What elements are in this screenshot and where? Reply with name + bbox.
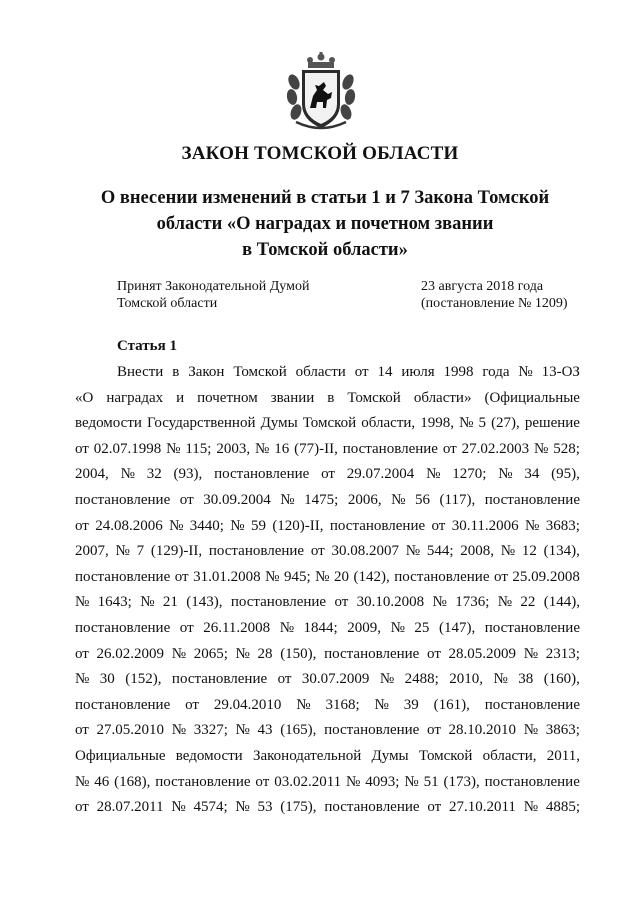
body-word: 945; [283,568,311,585]
body-word: постановление [484,773,580,790]
body-word: 28.10.2010 [448,722,517,739]
body-line [75,514,580,540]
body-word: года [482,364,510,380]
body-word: № [379,671,395,688]
body-word: постановление [342,440,438,457]
body-word: 30.09.2004 [203,491,271,508]
body-line [75,770,580,796]
body-word: 1998, [420,415,455,432]
body-word: в [172,364,180,380]
body-word: Томской [347,389,401,406]
body-word: № [171,799,186,816]
body-word: от [75,440,89,457]
body-word: 1998 [443,364,474,380]
body-word: 51 [423,773,439,790]
body-word: № [120,466,135,483]
body-word: № [171,722,187,739]
body-word: от [75,517,89,534]
article-heading: Статья 1 [117,338,177,354]
body-word: № [426,466,441,483]
body-word: 21 [162,594,178,611]
body-word: постановление [394,568,490,585]
body-word: № [255,440,270,457]
body-word: 38 [518,671,534,688]
body-line [75,539,580,565]
body-word: 13-ОЗ [541,364,580,380]
body-word: постановление [171,671,268,688]
body-word: 28.07.2011 [96,799,164,816]
adopted-by [117,278,309,312]
body-word: постановление [75,696,171,713]
body-word: постановление [329,517,426,534]
body-word: (144), [543,594,580,611]
body-word: области, [482,747,537,764]
body-word: 2009, [347,619,382,636]
body-word: ведомости [175,747,243,764]
subtitle-line: в Томской области» [242,240,408,260]
body-word: 3327; [193,722,228,739]
body-word: от [427,799,442,816]
body-word: от [75,799,89,816]
body-line [75,795,580,821]
body-word: решение [524,415,580,432]
body-word: (143), [186,594,223,611]
body-word: постановление [75,619,171,636]
crown-icon [307,52,335,68]
body-word: № [346,773,361,790]
body-line [75,488,580,514]
body-word: 30 [99,671,115,688]
body-word: (142), [353,568,390,585]
body-word: постановление [324,722,420,739]
body-word: № [523,799,539,816]
body-word: № [459,415,474,432]
body-word: 27.02.2003 [461,440,530,457]
body-word: (117), [439,491,476,508]
body-line [75,411,580,437]
body-word: ведомости [75,415,142,432]
body-word: (165), [280,722,317,739]
body-word: 24.08.2006 [95,517,163,534]
body-word: июля [401,364,435,380]
body-word: № [75,594,90,611]
body-word: 4093; [365,773,400,790]
body-word: постановление [484,491,580,508]
body-word: 2004, [75,466,109,483]
body-word: (160), [543,671,580,688]
body-line [75,462,580,488]
body-word: № [493,671,508,688]
body-word: 2010, [449,671,484,688]
body-word: № [405,543,421,560]
body-word: 1736; [455,594,490,611]
body-word: № [525,517,540,534]
body-word: 4574; [193,799,228,816]
body-word: 28.05.2009 [448,645,517,662]
body-word: 4885; [545,799,580,816]
law-title: ЗАКОН ТОМСКОЙ ОБЛАСТИ [181,143,459,164]
body-word: 26.02.2009 [96,645,165,662]
body-word: от [75,645,89,662]
body-word: (93), [173,466,203,483]
body-word: 20 [333,568,349,585]
body-word: почетном [197,389,258,406]
body-word: № [230,517,245,534]
adopted-by-line: Принят Законодательной Думой [117,279,310,294]
body-word: от [255,773,270,790]
body-word: № [140,594,155,611]
adoption-date-block [421,278,568,312]
body-word: 27.05.2010 [96,722,165,739]
body-line [75,437,580,463]
body-line [75,590,580,616]
adopted-by-line: Томской области [117,296,218,311]
body-word: № [404,773,419,790]
body-word: (Официальные [484,389,580,406]
body-word: от [179,491,194,508]
body-word: от [494,568,508,585]
body-word: 30.08.2007 [331,543,399,560]
body-word: постановление [75,568,171,585]
body-word: 16 [274,440,290,457]
body-word: 29.07.2004 [346,466,415,483]
adoption-date: 23 августа 2018 года [421,279,544,294]
article-body [75,360,580,821]
body-word: 3863; [545,722,580,739]
body-word: 2008, [460,543,495,560]
body-word: № [523,645,539,662]
body-word: 03.02.2011 [274,773,342,790]
body-word: постановление [484,619,580,636]
body-word: (77)-II, [294,440,338,457]
body-word: и [176,389,185,406]
body-word: 3168; [325,696,360,713]
body-word: № [296,696,311,713]
body-word: постановление [324,799,420,816]
body-word: 1844; [303,619,338,636]
body-word: 5 [478,415,486,432]
body-word: 3440; [189,517,224,534]
body-word: 32 [146,466,162,483]
body-word: 59 [250,517,266,534]
body-word: (129)-II, [150,543,203,560]
body-word: 14 [377,364,393,380]
body-word: от [431,517,446,534]
body-word: № [115,543,130,560]
body-word: 26.11.2008 [203,619,271,636]
body-word: 528; [553,440,580,457]
body-word: 39 [403,696,419,713]
law-subtitle [90,185,560,263]
body-word: от [442,440,457,457]
body-word: 3683; [545,517,580,534]
body-word: 25 [414,619,430,636]
body-word: 2011, [546,747,580,764]
body-word: Томской [302,415,357,432]
body-word: постановление [214,466,310,483]
body-word: (168), [114,773,151,790]
body-word: (152), [125,671,162,688]
body-word: № [235,722,250,739]
body-word: № [166,440,181,457]
body-word: 1270; [452,466,487,483]
body-word: 7 [136,543,145,560]
body-word: постановление [155,773,251,790]
body-word: от [427,722,441,739]
body-word: 29.04.2010 [213,696,282,713]
body-word: № [500,543,516,560]
body-word: Закон [188,364,225,380]
body-word: 1475; [304,491,339,508]
body-line [75,386,580,412]
body-word: № [315,568,330,585]
body-word: № [498,466,513,483]
body-word: № [518,364,533,380]
body-word: (161), [433,696,470,713]
body-word: № [279,619,294,636]
body-word: Официальные [75,747,166,764]
body-word: Внести [117,364,164,380]
body-word: № [432,594,447,611]
body-word: 2003, [216,440,251,457]
body-word: 30.07.2009 [301,671,370,688]
body-word: 2006, [347,491,382,508]
body-word: № [533,440,549,457]
body-word: 34 [524,466,540,483]
body-word: постановление [484,696,580,713]
body-word: № [265,568,280,585]
body-word: № [75,671,90,688]
body-word: от [354,364,369,380]
subtitle-line: О внесении изменений в статьи 1 и 7 Закона Томской [100,188,550,208]
body-line [75,744,580,770]
body-word: звании [270,389,315,406]
body-word: 27.10.2011 [448,799,516,816]
body-word: № [171,645,187,662]
body-word: от [75,722,89,739]
body-word: (120)-II, [272,517,324,534]
body-word: в [327,389,335,406]
body-word: 02.07.1998 [93,440,162,457]
body-word: 12 [521,543,537,560]
body-word: 28 [257,645,273,662]
body-word: от [277,671,292,688]
body-word: Думы [371,747,409,764]
body-word: (27), [491,415,520,432]
body-line [75,565,580,591]
body-word: от [185,696,199,713]
body-word: Томской [233,364,287,380]
body-word: 2488; [404,671,439,688]
body-word: 544; [426,543,454,560]
body-word: 1643; [97,594,132,611]
body-word: (173), [443,773,480,790]
body-word: (147), [438,619,476,636]
body-word: № [280,491,295,508]
body-line [75,693,580,719]
body-line [75,360,580,386]
body-word: 53 [257,799,273,816]
body-word: 2313; [545,645,580,662]
body-word: Законодательной [252,747,362,764]
body-word: 30.11.2006 [451,517,519,534]
body-word: (175), [280,799,317,816]
body-word: № [235,645,250,662]
body-line [75,616,580,642]
body-word: Томской [418,747,473,764]
body-word: № [497,594,513,611]
body-word: постановление [75,491,171,508]
body-word: (95), [551,466,580,483]
body-word: Государственной [147,415,256,432]
body-word: 25.09.2008 [512,568,580,585]
body-word: № [75,773,90,790]
body-word: 43 [257,722,273,739]
body-word: области» [413,389,472,406]
body-word: № [235,799,250,816]
body-word: 22 [520,594,536,611]
resolution-number: (постановление № 1209) [421,296,568,311]
coat-of-arms-icon [286,52,356,132]
body-word: № [523,722,539,739]
body-word: от [174,568,189,585]
body-word: 2007, [75,543,109,560]
body-word: постановление [230,594,327,611]
body-word: 56 [414,491,430,508]
body-word: 31.01.2008 [193,568,261,585]
body-word: № [391,491,406,508]
body-word: от [179,619,194,636]
body-word: № [390,619,405,636]
body-word: 2065; [193,645,228,662]
body-word: постановление [208,543,305,560]
body-word: постановление [324,645,420,662]
body-word: области, [361,415,416,432]
body-line [75,667,580,693]
body-word: Думы [260,415,298,432]
body-word: (150), [280,645,317,662]
body-word: (134), [543,543,580,560]
body-word: наградах [106,389,164,406]
subtitle-line: области «О наградах и почетном звании [156,214,494,234]
body-word: 30.10.2008 [356,594,425,611]
body-word: № [169,517,184,534]
body-word: № [374,696,389,713]
body-word: 115; [185,440,212,457]
body-word: «О [75,389,94,406]
body-line [75,642,580,668]
body-word: от [334,594,349,611]
body-word: 46 [94,773,110,790]
body-word: от [427,645,441,662]
body-line [75,718,580,744]
body-word: от [310,543,325,560]
body-word: от [321,466,335,483]
body-word: области [295,364,346,380]
